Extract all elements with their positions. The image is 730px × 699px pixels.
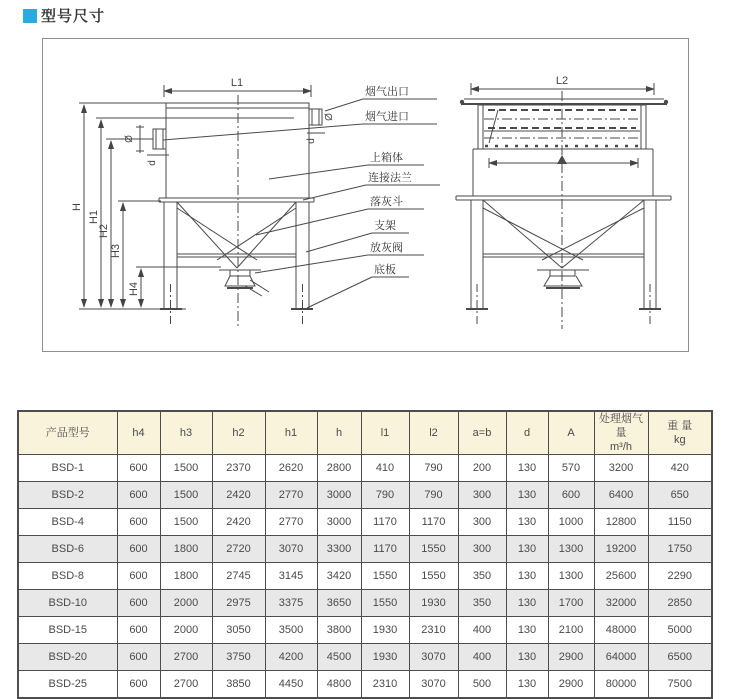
value-cell: 3420 [317,563,361,590]
connecting-flange [159,198,314,202]
value-cell: 570 [548,455,594,482]
section-title-text: 型号尺寸 [41,8,106,25]
value-cell: 1300 [548,536,594,563]
ash-hopper [177,202,296,268]
table-row [18,590,712,617]
value-cell: 600 [117,644,160,671]
value-cell: 2000 [160,590,212,617]
phi-dim-label: Ø [324,113,335,121]
value-cell: 80000 [594,671,648,699]
part-label: 落灰斗 [370,196,403,208]
value-cell: 1550 [361,590,409,617]
value-cell: 650 [648,482,712,509]
technical-drawing [43,39,688,351]
value-cell: 25600 [594,563,648,590]
value-cell: 2720 [212,536,265,563]
column-header: h2 [212,411,265,455]
table-row [18,509,712,536]
value-cell: 600 [117,536,160,563]
dimension-diagram [42,38,689,352]
table-row [18,536,712,563]
part-label: 支架 [374,220,396,232]
value-cell: 1500 [160,509,212,536]
value-cell: 2850 [648,590,712,617]
value-cell: 1930 [409,590,458,617]
table-row [18,671,712,699]
value-cell: 3070 [409,671,458,699]
h3-dim-label: H3 [110,243,122,259]
part-label: 烟气进口 [365,111,409,123]
value-cell: 400 [458,644,506,671]
value-cell: 2310 [409,617,458,644]
value-cell: 1930 [361,617,409,644]
value-cell: 350 [458,590,506,617]
value-cell: 2100 [548,617,594,644]
value-cell: 2420 [212,482,265,509]
body-and-flange [456,149,671,200]
value-cell: 2700 [160,671,212,699]
value-cell: 130 [506,482,548,509]
value-cell: 1750 [648,536,712,563]
value-cell: 2000 [160,617,212,644]
column-header: l2 [409,411,458,455]
value-cell: 600 [117,617,160,644]
part-label: 连接法兰 [368,172,412,184]
value-cell: 600 [117,455,160,482]
top-cover [460,99,668,104]
value-cell: 3070 [409,644,458,671]
value-cell: 2770 [265,482,317,509]
model-cell: BSD-10 [18,590,117,617]
value-cell: 3200 [594,455,648,482]
value-cell: 2900 [548,671,594,699]
value-cell: 130 [506,563,548,590]
value-cell: 600 [117,482,160,509]
model-cell: BSD-15 [18,617,117,644]
model-cell: BSD-25 [18,671,117,699]
d-dim-label: d [147,160,158,166]
value-cell: 2290 [648,563,712,590]
value-cell: 1170 [361,509,409,536]
value-cell: 410 [361,455,409,482]
value-cell: 12800 [594,509,648,536]
value-cell: 300 [458,482,506,509]
value-cell: 130 [506,617,548,644]
model-cell: BSD-4 [18,509,117,536]
value-cell: 1800 [160,563,212,590]
value-cell: 1550 [409,536,458,563]
column-header: h4 [117,411,160,455]
value-cell: 1550 [361,563,409,590]
column-header: 处理烟气量 m³/h [594,411,648,455]
support-legs [471,200,656,327]
value-cell: 2620 [265,455,317,482]
column-header: d [506,411,548,455]
title-bullet-icon [23,9,37,23]
value-cell: 1550 [409,563,458,590]
l1-dimension [164,77,311,97]
l1-dim-label: L1 [230,77,244,89]
value-cell: 2975 [212,590,265,617]
value-cell: 600 [117,671,160,699]
value-cell: 1500 [160,455,212,482]
value-cell: 3000 [317,509,361,536]
h-dim-label: H [71,203,83,211]
part-label: 放灰阀 [370,242,403,254]
model-cell: BSD-20 [18,644,117,671]
value-cell: 600 [117,590,160,617]
side-view [456,75,671,329]
value-cell: 6400 [594,482,648,509]
value-cell: 130 [506,509,548,536]
h2-dim-label: H2 [98,223,110,239]
column-header: 重 量 kg [648,411,712,455]
value-cell: 2770 [265,509,317,536]
value-cell: 32000 [594,590,648,617]
column-header: l1 [361,411,409,455]
value-cell: 420 [648,455,712,482]
part-label: 烟气出口 [365,86,409,98]
value-cell: 600 [117,563,160,590]
value-cell: 1150 [648,509,712,536]
value-cell: 2370 [212,455,265,482]
column-header: h3 [160,411,212,455]
value-cell: 1500 [160,482,212,509]
value-cell: 300 [458,536,506,563]
value-cell: 500 [458,671,506,699]
table-row [18,482,712,509]
table-row [18,563,712,590]
value-cell: 790 [361,482,409,509]
table-row [18,617,712,644]
table-row [18,644,712,671]
value-cell: 48000 [594,617,648,644]
column-header: A [548,411,594,455]
ash-discharge-valve [219,270,269,296]
h1-dim-label: H1 [88,209,100,225]
value-cell: 400 [458,617,506,644]
d-dim-label: d [306,138,317,144]
value-cell: 1170 [409,509,458,536]
value-cell: 3650 [317,590,361,617]
value-cell: 130 [506,455,548,482]
value-cell: 2900 [548,644,594,671]
value-cell: 2420 [212,509,265,536]
model-cell: BSD-2 [18,482,117,509]
value-cell: 6500 [648,644,712,671]
column-header: h [317,411,361,455]
value-cell: 350 [458,563,506,590]
part-label: 底板 [374,264,396,276]
value-cell: 600 [117,509,160,536]
value-cell: 130 [506,590,548,617]
value-cell: 3375 [265,590,317,617]
spec-table-header [18,411,712,455]
value-cell: 130 [506,671,548,699]
value-cell: 1700 [548,590,594,617]
value-cell: 3300 [317,536,361,563]
value-cell: 130 [506,536,548,563]
value-cell: 2800 [317,455,361,482]
value-cell: 300 [458,509,506,536]
value-cell: 1000 [548,509,594,536]
l2-dim-label: L2 [555,75,569,87]
value-cell: 130 [506,644,548,671]
value-cell: 4800 [317,671,361,699]
table-row [18,455,712,482]
value-cell: 5000 [648,617,712,644]
value-cell: 3800 [317,617,361,644]
value-cell: 1300 [548,563,594,590]
value-cell: 3145 [265,563,317,590]
column-header: h1 [265,411,317,455]
value-cell: 600 [548,482,594,509]
value-cell: 3850 [212,671,265,699]
phi-dim-label: Ø [124,135,135,143]
spec-table-body [18,455,712,699]
model-cell: BSD-8 [18,563,117,590]
column-header: 产品型号 [18,411,117,455]
value-cell: 4500 [317,644,361,671]
inlet-flange [124,125,169,166]
ash-hopper [483,200,644,268]
value-cell: 3000 [317,482,361,509]
value-cell: 3500 [265,617,317,644]
a-dimension [489,155,638,168]
model-cell: BSD-6 [18,536,117,563]
value-cell: 3050 [212,617,265,644]
value-cell: 790 [409,455,458,482]
part-label: 上箱体 [370,152,403,164]
model-cell: BSD-1 [18,455,117,482]
value-cell: 2745 [212,563,265,590]
column-header: a=b [458,411,506,455]
spec-table [17,410,713,699]
value-cell: 1170 [361,536,409,563]
value-cell: 19200 [594,536,648,563]
h4-dim-label: H4 [128,281,140,297]
value-cell: 2700 [160,644,212,671]
front-view [71,77,335,329]
height-dimensions [71,103,294,309]
support-legs [164,202,309,327]
section-title [23,5,105,26]
value-cell: 3070 [265,536,317,563]
value-cell: 3750 [212,644,265,671]
value-cell: 4200 [265,644,317,671]
value-cell: 1930 [361,644,409,671]
value-cell: 7500 [648,671,712,699]
value-cell: 790 [409,482,458,509]
value-cell: 200 [458,455,506,482]
ash-discharge-valve [537,270,589,288]
value-cell: 4450 [265,671,317,699]
value-cell: 2310 [361,671,409,699]
value-cell: 64000 [594,644,648,671]
value-cell: 1800 [160,536,212,563]
